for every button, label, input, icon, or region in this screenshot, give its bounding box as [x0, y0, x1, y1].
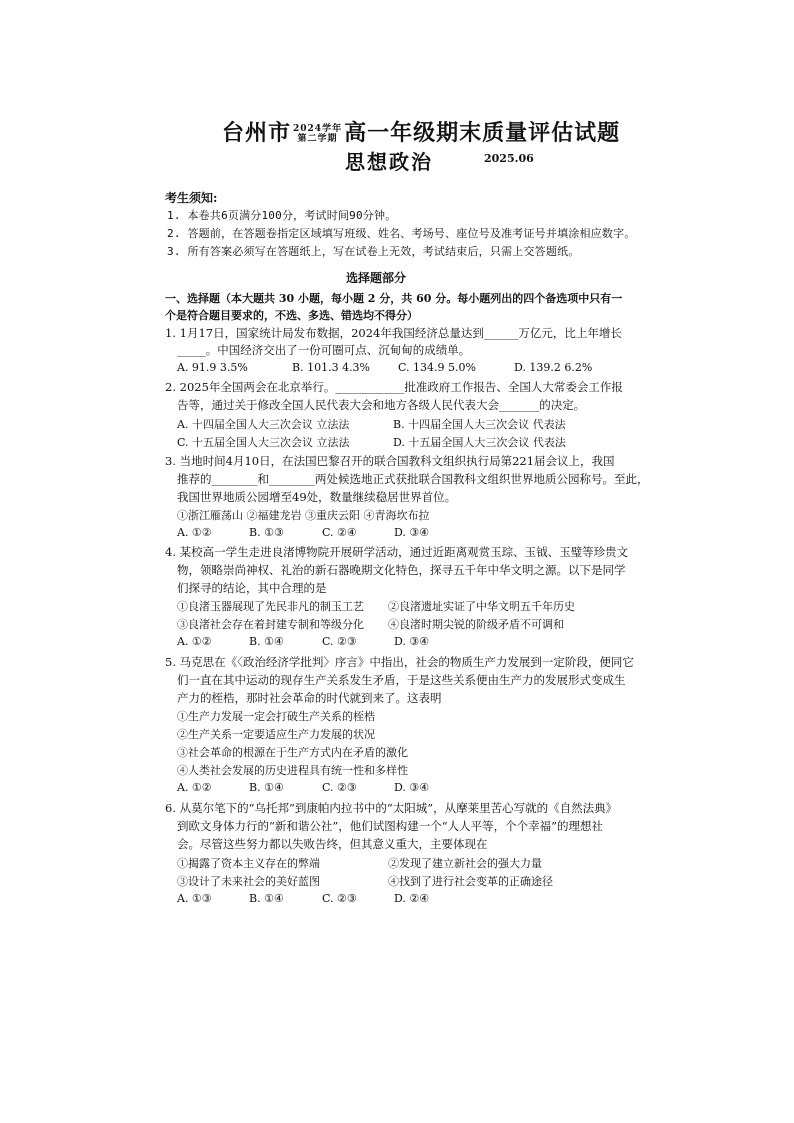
- question-3-option-c: C. ②④: [322, 526, 357, 539]
- question-3-option-a: A. ①②: [177, 526, 212, 539]
- question-5-item: ②生产关系一定要适应生产力发展的状况: [177, 728, 375, 741]
- question-5-item: ④人类社会发展的历史进程具有统一性和多样性: [177, 764, 408, 777]
- question-5-stem: 产力的桎梏，那时社会革命的时代就到来了。这表明: [177, 691, 442, 705]
- question-5-stem: 5. 马克思在《〈政治经济学批判〉序言》中指出，社会的物质生产力发展到一定阶段，便同它: [165, 655, 634, 669]
- question-5-option-c: C. ②③: [322, 781, 357, 794]
- question-6-option-c: C. ②③: [322, 892, 357, 905]
- exam-date: 2025.06: [484, 152, 534, 165]
- question-4-option-c: C. ②③: [322, 635, 357, 648]
- title-semester: 第二学期: [297, 134, 338, 144]
- notice-item: 1. 本卷共6页满分100分，考试时间90分钟。: [167, 209, 397, 222]
- question-6-item: ③设计了未来社会的美好蓝图: [177, 875, 320, 888]
- notice-item: 3. 所有答案必须写在答题纸上，写在试卷上无效，考试结束后，只需上交答题纸。: [167, 245, 580, 258]
- title-city: 台州市: [222, 120, 292, 146]
- question-6-item: ①揭露了资本主义存在的弊端: [177, 857, 320, 870]
- question-6-option-a: A. ①③: [177, 892, 212, 905]
- exam-subject: 思想政治: [345, 150, 433, 174]
- question-4-item: ③良渚社会存在着封建专制和等级分化: [177, 618, 364, 631]
- notice-item: 2. 答题前，在答题卷指定区域填写班级、姓名、考场号、座位号及准考证号并填涂相应数字。: [167, 227, 636, 240]
- question-3-option-d: D. ③④: [394, 526, 430, 539]
- question-6-stem: 6. 从莫尔笔下的“乌托邦”到康帕内拉书中的“太阳城”，从摩莱里苦心写就的《自然法典》: [165, 801, 618, 815]
- question-4-option-a: A. ①②: [177, 635, 212, 648]
- question-4-option-d: D. ③④: [394, 635, 430, 648]
- notice-heading: 考生须知:: [165, 191, 218, 205]
- question-5-item: ①生产力发展一定会打破生产关系的桎梏: [177, 710, 375, 723]
- question-2-option-c: C. 十五届全国人大三次会议 立法法: [177, 436, 350, 449]
- question-2-stem: 告等，通过关于修改全国人民代表大会和地方各级人民代表大会_______的决定。: [177, 398, 586, 412]
- question-6-stem: 会。尽管这些努力都以失败告终，但其意义重大，主要体现在: [177, 837, 488, 851]
- question-4-stem: 4. 某校高一学生走进良渚博物院开展研学活动，通过近距离观赏玉琮、玉钺、玉璧等珍贵文: [165, 545, 629, 559]
- question-2-stem: 2. 2025年全国两会在北京举行。____________批准政府工作报告、全国人大常委会工作报: [165, 380, 623, 394]
- question-1-stem: _____。中国经济交出了一份可圈可点、沉甸甸的成绩单。: [177, 343, 471, 357]
- section-title: 选择题部分: [346, 271, 407, 285]
- question-4-item: ②良渚遗址实证了中华文明五千年历史: [388, 600, 575, 613]
- question-6-stem: 到欧文身体力行的“新和谐公社”，他们试图构建一个“人人平等，个个幸福”的理想社: [177, 819, 604, 833]
- question-2-option-b: B. 十四届全国人大三次会议 代表法: [393, 418, 566, 431]
- section-intro: 一、选择题（本大题共 30 小题，每小题 2 分，共 60 分。每小题列出的四个备选项中只有一: [165, 292, 623, 305]
- question-4-stem: 们探寻的结论，其中合理的是: [177, 581, 327, 595]
- question-6-option-b: B. ①④: [249, 892, 284, 905]
- question-3-option-b: B. ①③: [249, 526, 284, 539]
- question-5-option-b: B. ①④: [249, 781, 284, 794]
- question-2-option-d: D. 十五届全国人大三次会议 代表法: [393, 436, 566, 449]
- question-6-item: ②发现了建立新社会的强大力量: [388, 857, 542, 870]
- question-1-option-a: A. 91.9 3.5%: [177, 361, 248, 374]
- title-rest: 高一年级期末质量评估试题: [344, 120, 621, 146]
- question-4-option-b: B. ①④: [249, 635, 284, 648]
- question-1-stem: 1. 1月17日，国家统计局发布数据，2024年我国经济总量达到______万亿元，比上年增长: [165, 326, 622, 340]
- question-4-item: ④良渚时期尖锐的阶级矛盾不可调和: [388, 618, 564, 631]
- question-1-option-b: B. 101.3 4.3%: [292, 361, 371, 374]
- question-1-option-c: C. 134.9 5.0%: [398, 361, 476, 374]
- question-5-option-a: A. ①②: [177, 781, 212, 794]
- question-4-item: ①良渚玉器展现了先民非凡的制玉工艺: [177, 600, 364, 613]
- question-3-items: ①浙江雁荡山 ②福建龙岩 ③重庆云阳 ④青海坎布拉: [177, 509, 430, 522]
- question-1-option-d: D. 139.2 6.2%: [514, 361, 593, 374]
- title-term-stack: [293, 124, 342, 144]
- question-6-item: ④找到了进行社会变革的正确途径: [388, 875, 553, 888]
- question-4-stem: 物，领略崇尚神权、礼治的新石器晚期文化特色，探寻五千年中华文明之源。以下是同学: [177, 563, 626, 577]
- question-6-option-d: D. ②④: [394, 892, 430, 905]
- question-2-option-a: A. 十四届全国人大三次会议 立法法: [177, 418, 350, 431]
- title-year: 2024学年: [293, 124, 343, 134]
- question-5-option-d: D. ③④: [394, 781, 430, 794]
- question-3-stem: 我国世界地质公园增至49处，数量继续稳居世界首位。: [177, 490, 457, 504]
- section-intro: 个是符合题目要求的，不选、多选、错选均不得分）: [165, 309, 418, 322]
- question-3-stem: 推荐的________和________两处候选地正式获批联合国教科文组织世界地质公园称号。至此，: [177, 472, 649, 486]
- question-3-stem: 3. 当地时间4月10日，在法国巴黎召开的联合国教科文组织执行局第221届会议上，我国: [165, 454, 615, 468]
- question-5-item: ③社会革命的根源在于生产方式内在矛盾的激化: [177, 746, 408, 759]
- question-5-stem: 们一直在其中运动的现存生产关系发生矛盾，于是这些关系便由生产力的发展形式变成生: [177, 673, 626, 687]
- exam-title: [222, 116, 620, 147]
